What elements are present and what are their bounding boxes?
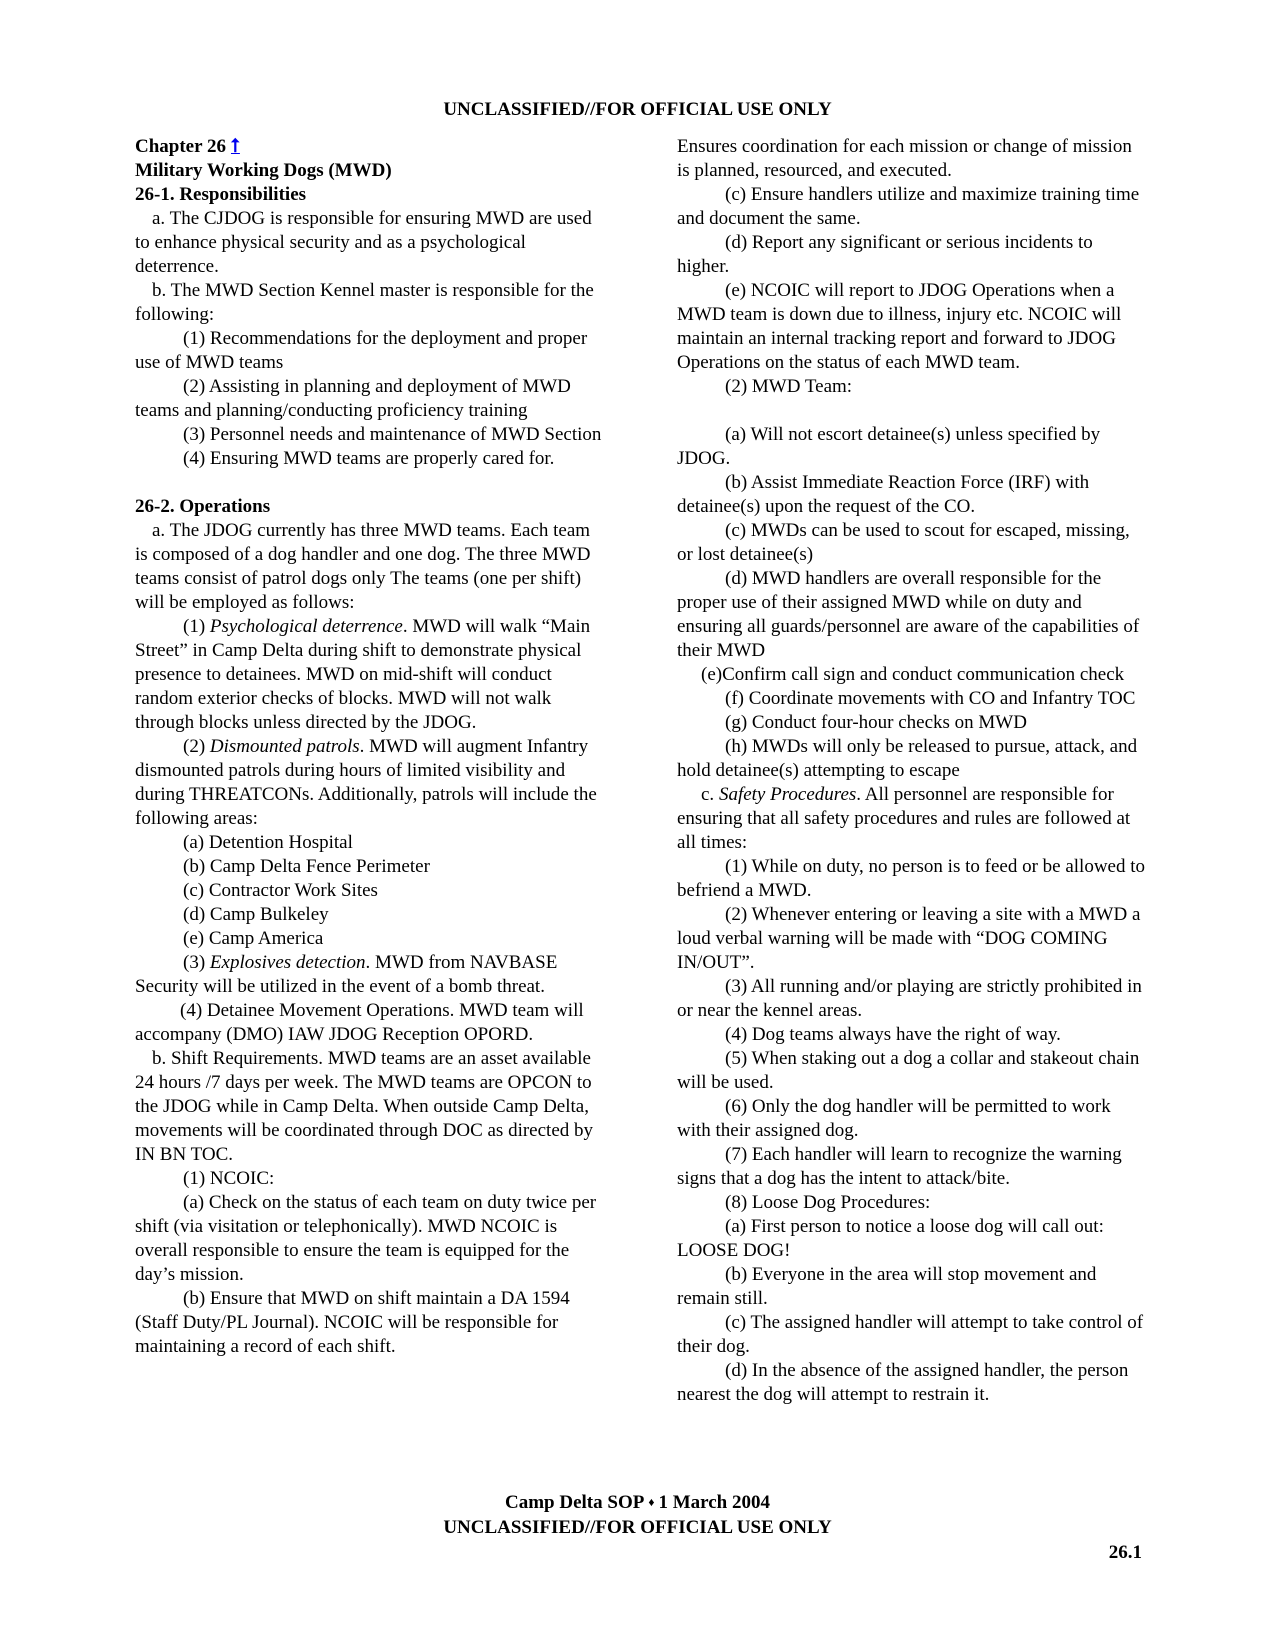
paragraph: b. The MWD Section Kennel master is responsible for the following:	[135, 280, 594, 325]
paragraph: (e) NCOIC will report to JDOG Operations when a MWD team is down due to illness, injury etc. NCOIC will maintain an internal tracking report and forward to JDOG Operations on the status of each MWD team.	[677, 280, 1122, 373]
paragraph: (c) MWDs can be used to scout for escaped, missing, or lost detainee(s)	[677, 520, 1130, 565]
paragraph: (1) While on duty, no person is to feed or be allowed to befriend a MWD.	[677, 856, 1146, 901]
item-title: Psychological deterrence	[209, 616, 403, 637]
paragraph: b. Shift Requirements. MWD teams are an asset available 24 hours /7 days per week. The MWD teams are OPCON to the JDOG while in Camp Delta. When outside Camp Delta, movements will be coordinated through DOC as directed by IN BN TOC.	[135, 1048, 594, 1165]
list-item: (e) Camp America	[183, 928, 324, 949]
paragraph: (a) Check on the status of each team on duty twice per shift (via visitation or telephonically). MWD NCOIC is overall responsible to ensure the team is equipped for the day’s mission.	[135, 1192, 597, 1285]
section-heading-operations: 26-2. Operations	[135, 496, 271, 517]
paragraph: (4) Dog teams always have the right of way.	[725, 1024, 1061, 1045]
list-item: (b) Camp Delta Fence Perimeter	[183, 856, 430, 877]
sop-date: 1 March 2004	[658, 1492, 770, 1513]
chapter-title: Military Working Dogs (MWD)	[135, 160, 392, 181]
paragraph	[135, 951, 605, 999]
paragraph: (d) In the absence of the assigned handler, the person nearest the dog will attempt to restrain it.	[677, 1360, 1129, 1405]
paragraph: (c) The assigned handler will attempt to take control of their dog.	[677, 1312, 1144, 1357]
list-item: (c) Contractor Work Sites	[183, 880, 378, 901]
paragraph: a. The CJDOG is responsible for ensuring MWD are used to enhance physical security and as a psychological deterrence.	[135, 208, 592, 277]
paragraph: (1) NCOIC:	[183, 1168, 275, 1189]
paragraph: (c) Ensure handlers utilize and maximize training time and document the same.	[677, 184, 1140, 229]
list-item: (a) Detention Hospital	[183, 832, 353, 853]
paragraph: (6) Only the dog handler will be permitted to work with their assigned dog.	[677, 1096, 1111, 1141]
paragraph: (d) MWD handlers are overall responsible for the proper use of their assigned MWD while on duty and ensuring all guards/personnel are aware of the capabilities of their MWD	[677, 568, 1140, 661]
item-title: Explosives detection	[209, 952, 366, 973]
chapter-heading	[135, 135, 605, 159]
paragraph: (4) Detainee Movement Operations. MWD team will accompany (DMO) IAW JDOG Reception OPORD.	[135, 1000, 584, 1045]
item-number: (2)	[183, 736, 206, 757]
paragraph: (2) Assisting in planning and deployment of MWD teams and planning/conducting proficiency training	[135, 376, 571, 421]
item-text: . All personnel are responsible for ensuring that all safety procedures and rules are followed at all times:	[677, 784, 1131, 853]
chapter-label: Chapter 26	[135, 136, 226, 157]
paragraph: (a) Will not escort detainee(s) unless specified by JDOG.	[677, 424, 1101, 469]
paragraph: (8) Loose Dog Procedures:	[725, 1192, 931, 1213]
item-text: . MWD will augment Infantry dismounted patrols during hours of limited visibility and during THREATCONs. Additionally, patrols will include the following areas:	[135, 736, 597, 829]
paragraph: (g) Conduct four-hour checks on MWD	[725, 712, 1027, 733]
paragraph: (b) Everyone in the area will stop movement and remain still.	[677, 1264, 1097, 1309]
paragraph: (1) Recommendations for the deployment and proper use of MWD teams	[135, 328, 588, 373]
paragraph	[677, 783, 1147, 855]
paragraph: (2) MWD Team:	[725, 376, 853, 397]
left-column	[135, 135, 605, 1359]
item-text: . MWD will walk “Main Street” in Camp Delta during shift to demonstrate physical presence to detainees. MWD on mid-shift will conduct random exterior checks of blocks. MWD will not walk through blocks unless directed by the JDOG.	[135, 616, 591, 733]
sop-name: Camp Delta SOP	[505, 1492, 645, 1513]
paragraph: (d) Report any significant or serious incidents to higher.	[677, 232, 1093, 277]
section-heading-responsibilities: 26-1. Responsibilities	[135, 184, 307, 205]
footer	[0, 1491, 1275, 1540]
spacer	[677, 399, 1147, 423]
paragraph: (4) Ensuring MWD teams are properly cared for.	[183, 448, 555, 469]
item-number: c.	[701, 784, 715, 805]
paragraph: (7) Each handler will learn to recognize the warning signs that a dog has the intent to attack/bite.	[677, 1144, 1122, 1189]
item-number: (3)	[183, 952, 206, 973]
paragraph: a. The JDOG currently has three MWD teams. Each team is composed of a dog handler and one dog. The three MWD teams consist of patrol dogs only The teams (one per shift) will be employed as follows:	[135, 520, 591, 613]
paragraph: (b) Assist Immediate Reaction Force (IRF) with detainee(s) upon the request of the CO.	[677, 472, 1090, 517]
item-title: Safety Procedures	[718, 784, 857, 805]
item-text: . MWD from NAVBASE Security will be utilized in the event of a bomb threat.	[135, 952, 558, 997]
paragraph: (a) First person to notice a loose dog will call out: LOOSE DOG!	[677, 1216, 1104, 1261]
paragraph: (5) When staking out a dog a collar and stakeout chain will be used.	[677, 1048, 1140, 1093]
list-item: (d) Camp Bulkeley	[183, 904, 329, 925]
item-number: (1)	[183, 616, 206, 637]
classification-footer: UNCLASSIFIED//FOR OFFICIAL USE ONLY	[443, 1517, 832, 1538]
paragraph: (f) Coordinate movements with CO and Infantry TOC	[725, 688, 1136, 709]
paragraph: (2) Whenever entering or leaving a site with a MWD a loud verbal warning will be made with “DOG COMING IN/OUT”.	[677, 904, 1141, 973]
page-number: 26.1	[1108, 1542, 1142, 1563]
paragraph	[135, 615, 605, 735]
diamond-icon: ♦	[648, 1495, 655, 1509]
paragraph: (b) Ensure that MWD on shift maintain a DA 1594 (Staff Duty/PL Journal). NCOIC will be responsible for maintaining a record of each shift.	[135, 1288, 570, 1357]
right-column	[677, 135, 1147, 1407]
paragraph: Ensures coordination for each mission or change of mission is planned, resourced, and executed.	[677, 136, 1132, 181]
spacer	[135, 471, 605, 495]
paragraph: (h) MWDs will only be released to pursue, attack, and hold detainee(s) attempting to escape	[677, 736, 1138, 781]
paragraph	[135, 735, 605, 831]
paragraph: (e)Confirm call sign and conduct communication check	[701, 664, 1125, 685]
footer-sop-line	[0, 1491, 1275, 1516]
item-title: Dismounted patrols	[209, 736, 360, 757]
back-to-top-link[interactable]: ⭡	[230, 136, 240, 157]
paragraph: (3) All running and/or playing are strictly prohibited in or near the kennel areas.	[677, 976, 1142, 1021]
paragraph: (3) Personnel needs and maintenance of MWD Section	[183, 424, 602, 445]
classification-header: UNCLASSIFIED//FOR OFFICIAL USE ONLY	[443, 99, 832, 120]
